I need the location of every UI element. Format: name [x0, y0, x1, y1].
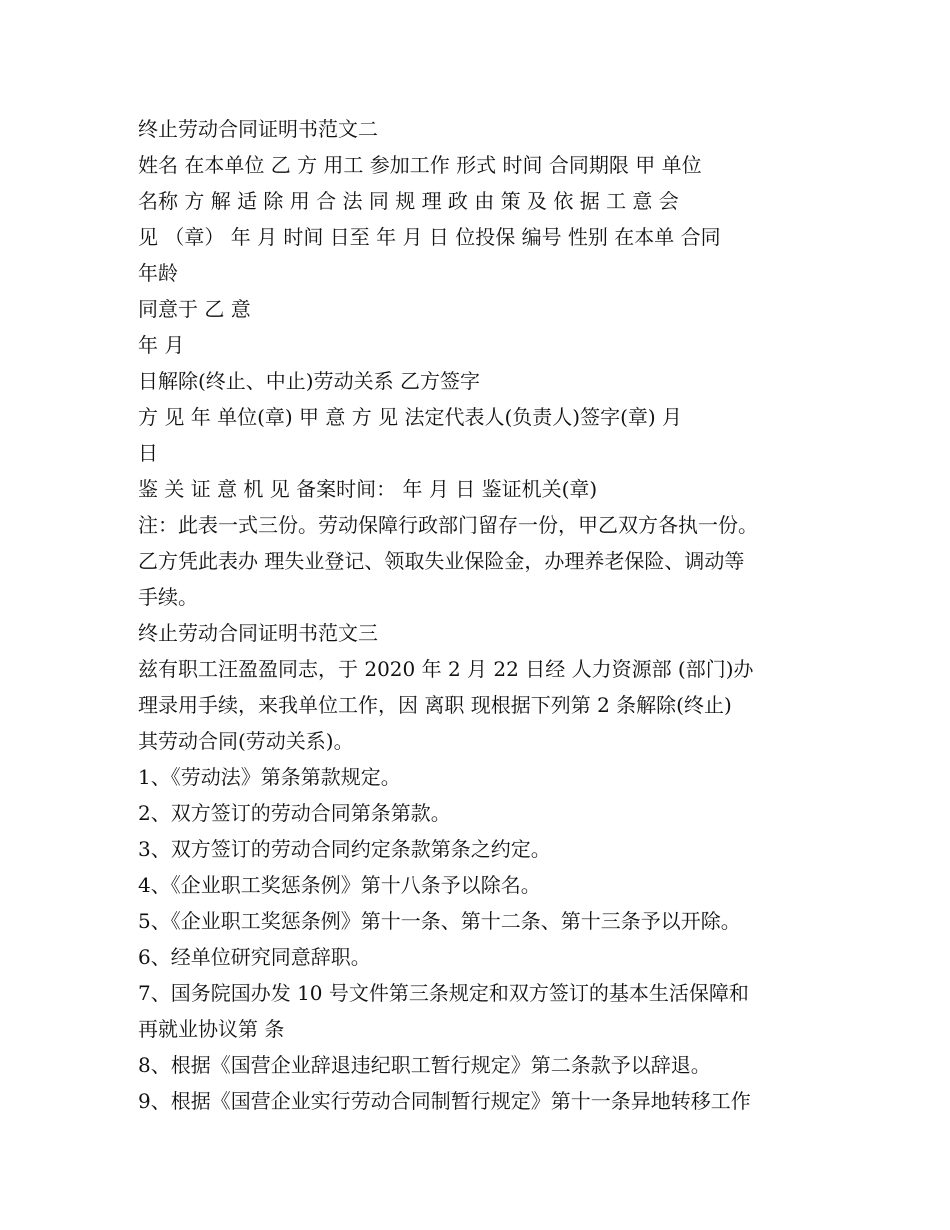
text-line: 年龄	[138, 261, 178, 285]
text-line: 鉴 关 证 意 机 见 备案时间： 年 月 日 鉴证机关(章)	[138, 477, 598, 501]
text-line: 其劳动合同(劳动关系)。	[138, 729, 354, 753]
text-line: 注：此表一式三份。劳动保障行政部门留存一份，甲乙双方各执一份。	[138, 513, 758, 537]
text-line: 兹有职工汪盈盈同志，于 2020 年 2 月 22 日经 人力资源部 (部门)办	[138, 657, 754, 681]
text-line: 终止劳动合同证明书范文三	[138, 621, 378, 645]
text-line: 日	[138, 441, 158, 465]
text-line: 理录用手续，来我单位工作，因 离职 现根据下列第 2 条解除(终止)	[138, 693, 732, 717]
text-line: 8、根据《国营企业辞退违纪职工暂行规定》第二条款予以辞退。	[138, 1053, 711, 1077]
text-line: 年 月	[138, 333, 185, 357]
text-line: 9、根据《国营企业实行劳动合同制暂行规定》第十一条异地转移工作	[138, 1089, 751, 1113]
text-line: 1、《劳动法》第条第款规定。	[138, 765, 401, 789]
text-line: 5、《企业职工奖惩条例》第十一条、第十二条、第十三条予以开除。	[138, 909, 741, 933]
text-line: 2、双方签订的劳动合同第条第款。	[138, 801, 451, 825]
text-line: 7、国务院国办发 10 号文件第三条规定和双方签订的基本生活保障和	[138, 981, 749, 1005]
text-line: 6、经单位研究同意辞职。	[138, 945, 371, 969]
text-line: 乙方凭此表办 理失业登记、领取失业保险金，办理养老保险、调动等	[138, 549, 745, 573]
text-line: 4、《企业职工奖惩条例》第十八条予以除名。	[138, 873, 541, 897]
text-line: 3、双方签订的劳动合同约定条款第条之约定。	[138, 837, 551, 861]
text-line: 姓名 在本单位 乙 方 用工 参加工作 形式 时间 合同期限 甲 单位	[138, 153, 702, 177]
text-line: 日解除(终止、中止)劳动关系 乙方签字	[138, 369, 480, 393]
text-line: 再就业协议第 条	[138, 1017, 285, 1041]
text-line: 手续。	[138, 585, 198, 609]
text-line: 名称 方 解 适 除 用 合 法 同 规 理 政 由 策 及 依 据 工 意 会	[138, 189, 679, 213]
text-line: 终止劳动合同证明书范文二	[138, 117, 378, 141]
text-line: 同意于 乙 意	[138, 297, 251, 321]
text-line: 方 见 年 单位(章) 甲 意 方 见 法定代表人(负责人)签字(章) 月	[138, 405, 683, 429]
text-line: 见 （章） 年 月 时间 日至 年 月 日 位投保 编号 性别 在本单 合同	[138, 225, 721, 249]
